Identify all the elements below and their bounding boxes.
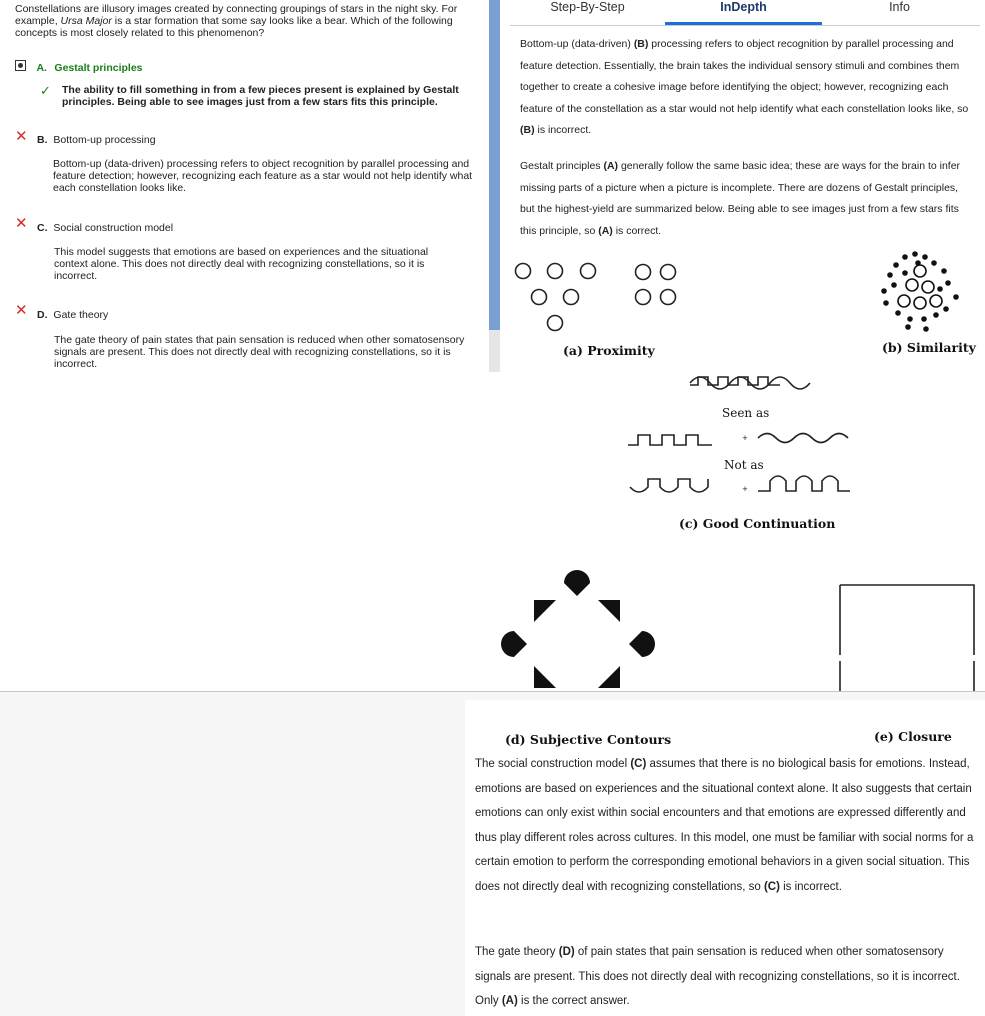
tab-indepth[interactable]: InDepth: [720, 0, 767, 14]
checkmark-icon: ✓: [40, 83, 51, 98]
option-a-letter: A.: [36, 62, 47, 74]
svg-text:+: +: [742, 484, 748, 494]
option-c-letter: C.: [37, 222, 48, 234]
incorrect-x-icon: ✕: [15, 302, 28, 319]
label-proximity: (a) Proximity: [563, 343, 655, 358]
radio-selected-icon[interactable]: [15, 60, 26, 71]
label-closure: (e) Closure: [874, 729, 952, 744]
tab-divider: [510, 25, 980, 26]
option-b[interactable]: [37, 134, 156, 146]
option-a[interactable]: [15, 58, 143, 76]
option-c-explanation: This model suggests that emotions are based on experiences and the situational context alone. This does not directly deal with recognizing constellations, so it is incorrect.: [54, 246, 429, 282]
incorrect-x-icon: ✕: [15, 128, 28, 145]
panel-scrollbar[interactable]: [489, 0, 500, 330]
continuation-diagram: [628, 377, 850, 492]
label-seen-as: Seen as: [722, 406, 770, 420]
option-d-label: Gate theory: [53, 309, 109, 321]
option-b-letter: B.: [37, 134, 48, 146]
label-good-continuation: (c) Good Continuation: [679, 516, 836, 531]
tab-info[interactable]: Info: [889, 0, 910, 14]
gestalt-figure: [500, 245, 985, 750]
option-d-explanation: The gate theory of pain states that pain sensation is reduced when other somatosensory signals are present. This does not directly deal with recognizing constellations, so it is incorrect.: [54, 334, 465, 370]
option-a-label: Gestalt principles: [54, 62, 143, 74]
label-subjective-contours: (d) Subjective Contours: [505, 732, 672, 747]
option-c[interactable]: [37, 222, 173, 234]
indepth-paragraph-d: The gate theory (D) of pain states that pain sensation is reduced when other somatosensory signals are present. This does not directly deal with recognizing constellations, so it is incorrect. Only (A) is the correct answer.: [475, 946, 960, 1008]
option-b-explanation: Bottom-up (data-driven) processing refers to object recognition by parallel processing and feature detection; however, recognizing each feature as a star would not help identify what each constellation looks like.: [53, 158, 473, 194]
indepth-paragraph-b: Bottom-up (data-driven) (B) processing refers to object recognition by parallel processing and feature detection. Essentially, the brain takes the individual sensory stimuli and combines them together to create a cohesive image before identifying the object; however, recognizing each feature of the constellation as a star would not help identify what each constellation looks like, so (B) is incorrect.: [520, 38, 969, 136]
svg-text:+: +: [742, 433, 748, 443]
question-text: Constellations are illusory images created by connecting groupings of stars in the night sky. For example, Ursa Major is a star formation that some say looks like a bear. Which of the following concepts is most closely related to this phenomenon?: [15, 3, 458, 39]
option-d-letter: D.: [37, 309, 48, 321]
label-not-as: Not as: [724, 458, 764, 472]
question-panel: [0, 0, 490, 372]
panel-scrollbar-track: [489, 330, 500, 372]
indepth-paragraph-a: Gestalt principles (A) generally follow the same basic idea; these are ways for the brain to infer missing parts of a picture when a picture is incomplete. There are dozens of Gestalt principles, but the highest-yield are summarized below. Being able to see images just from a few stars fits this principle, so (A) is correct.: [520, 160, 961, 237]
option-d[interactable]: [37, 309, 108, 321]
option-b-label: Bottom-up processing: [53, 134, 156, 146]
indepth-paragraph-c: The social construction model (C) assumes that there is no biological basis for emotions. Instead, emotions are based on experiences and the situational context alone. It also suggests that certain emotions can only exist within social encounters and that emotions are expressed differently and thus play different roles across cultures. In this model, one must be familiar with social norms for a certain emotion to perform the corresponding emotional behaviors in a given social situation. This does not directly deal with recognizing constellations, so (C) is incorrect.: [475, 758, 974, 893]
similarity-diagram: [881, 251, 959, 332]
label-similarity: (b) Similarity: [882, 340, 976, 355]
option-c-label: Social construction model: [53, 222, 174, 234]
option-a-explanation: The ability to fill something in from a few pieces present is explained by Gestalt principles. Being able to see images just from a few stars fits this principle.: [62, 84, 459, 108]
tab-step-by-step[interactable]: Step-By-Step: [550, 0, 625, 14]
incorrect-x-icon: ✕: [15, 215, 28, 232]
proximity-diagram: [516, 264, 676, 331]
